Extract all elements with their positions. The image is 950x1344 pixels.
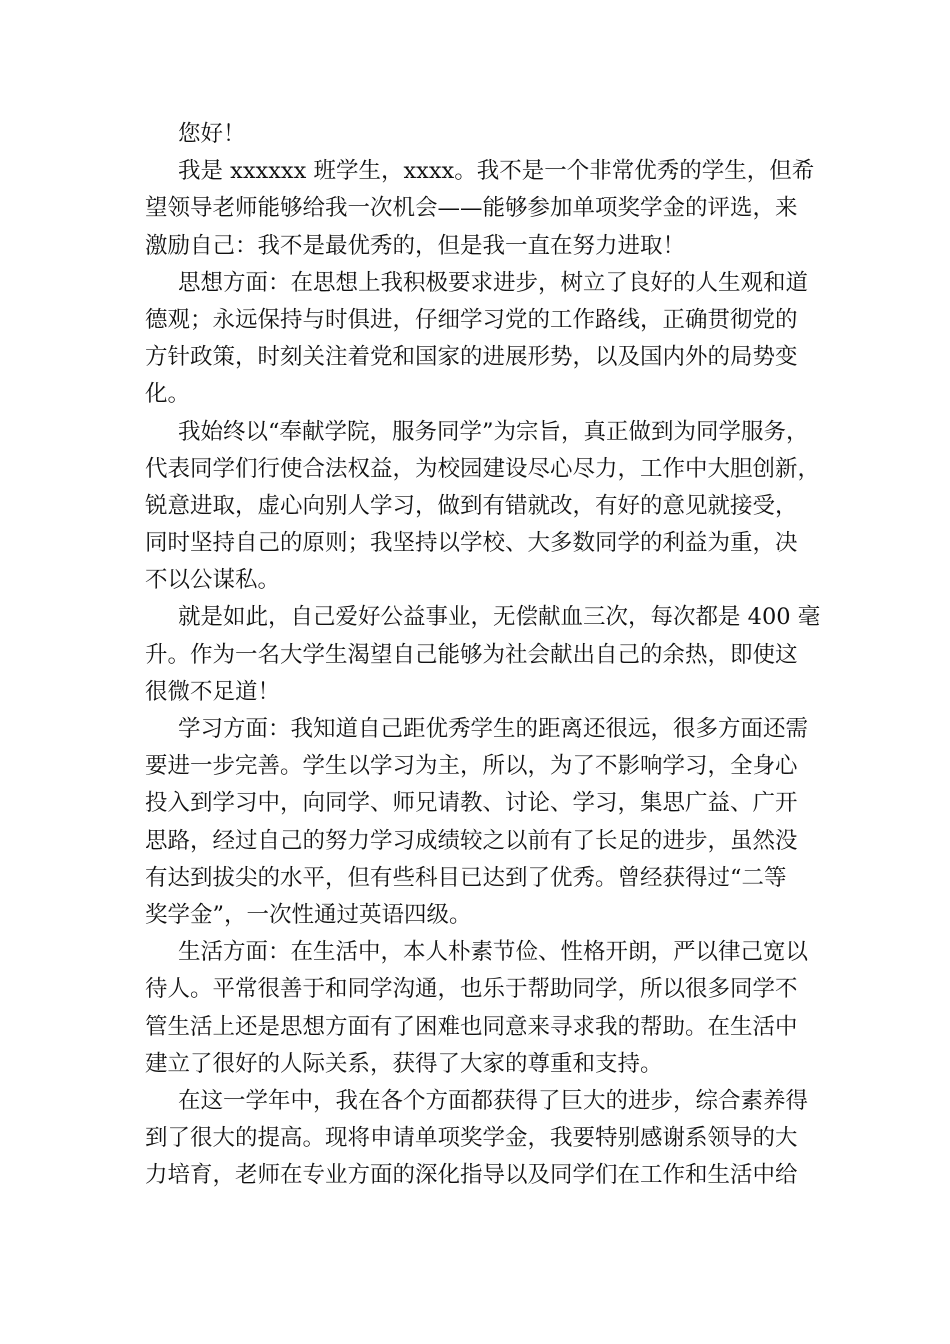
text-line: 待人。平常很善于和同学沟通，也乐于帮助同学，所以很多同学不 [145,976,798,1003]
text-line: 思想方面：在思想上我积极要求进步，树立了良好的人生观和道 [178,269,809,296]
paragraph-study [145,711,817,934]
text-line: 就是如此，自己爱好公益事业，无偿献血三次，每次都是 400 毫 [178,604,821,631]
text-line: 我是 xxxxxx 班学生，xxxx。我不是一个非常优秀的学生，但希 [178,158,815,185]
text-line: 我始终以“奉献学院，服务同学”为宗旨，真正做到为同学服务， [178,418,809,445]
text-line: 思路，经过自己的努力学习成绩较之以前有了长足的进步，虽然没 [145,827,798,854]
text-line: 不以公谋私。 [145,567,281,594]
text-line: 很微不足道！ [145,678,281,705]
text-line: 要进一步完善。学生以学习为主，所以，为了不影响学习，全身心 [145,753,798,780]
paragraph-greeting [145,116,817,153]
text-line: 学习方面：我知道自己距优秀学生的距离还很远，很多方面还需 [178,716,809,742]
text-line: 方针政策，时刻关注着党和国家的进展形势，以及国内外的局势变 [145,344,798,371]
text-line: 化。 [145,381,191,408]
text-line: 激励自己：我不是最优秀的，但是我一直在努力进取！ [145,232,686,259]
paragraph-charity [145,599,821,711]
document-body [145,116,821,1194]
text-line: 生活方面：在生活中，本人朴素节俭、性格开朗，严以律己宽以 [178,939,809,966]
paragraph-intro [145,153,817,265]
paragraph-service [145,414,821,600]
text-line: 投入到学习中，向同学、师兄请教、讨论、学习，集思广益、广开 [145,790,798,817]
text-line: 同时坚持自己的原则；我坚持以学校、大多数同学的利益为重，决 [145,530,798,557]
text-line: 您好！ [178,121,246,147]
text-line: 代表同学们行使合法权益，为校园建设尽心尽力，工作中大胆创新， [145,455,821,482]
text-line: 望领导老师能够给我一次机会——能够参加单项奖学金的评选，来 [145,195,798,222]
text-line: 德观；永远保持与时俱进，仔细学习党的工作路线，正确贯彻党的 [145,306,798,333]
text-line: 力培育，老师在专业方面的深化指导以及同学们在工作和生活中给 [145,1162,798,1189]
text-line: 有达到拔尖的水平，但有些科目已达到了优秀。曾经获得过“二等 [145,864,787,891]
paragraph-life [145,934,817,1083]
text-line: 升。作为一名大学生渴望自己能够为社会献出自己的余热，即使这 [145,641,798,668]
text-line: 奖学金”，一次性通过英语四级。 [145,901,472,928]
paragraph-ideology [145,265,817,414]
text-line: 管生活上还是思想方面有了困难也同意来寻求我的帮助。在生活中 [145,1013,798,1040]
text-line: 到了很大的提高。现将申请单项奖学金，我要特别感谢系领导的大 [145,1125,798,1152]
text-line: 建立了很好的人际关系，获得了大家的尊重和支持。 [145,1050,663,1077]
paragraph-conclusion [145,1083,817,1195]
text-line: 锐意进取，虚心向别人学习，做到有错就改，有好的意见就接受， [145,492,798,519]
text-line: 在这一学年中，我在各个方面都获得了巨大的进步，综合素养得 [178,1087,809,1114]
